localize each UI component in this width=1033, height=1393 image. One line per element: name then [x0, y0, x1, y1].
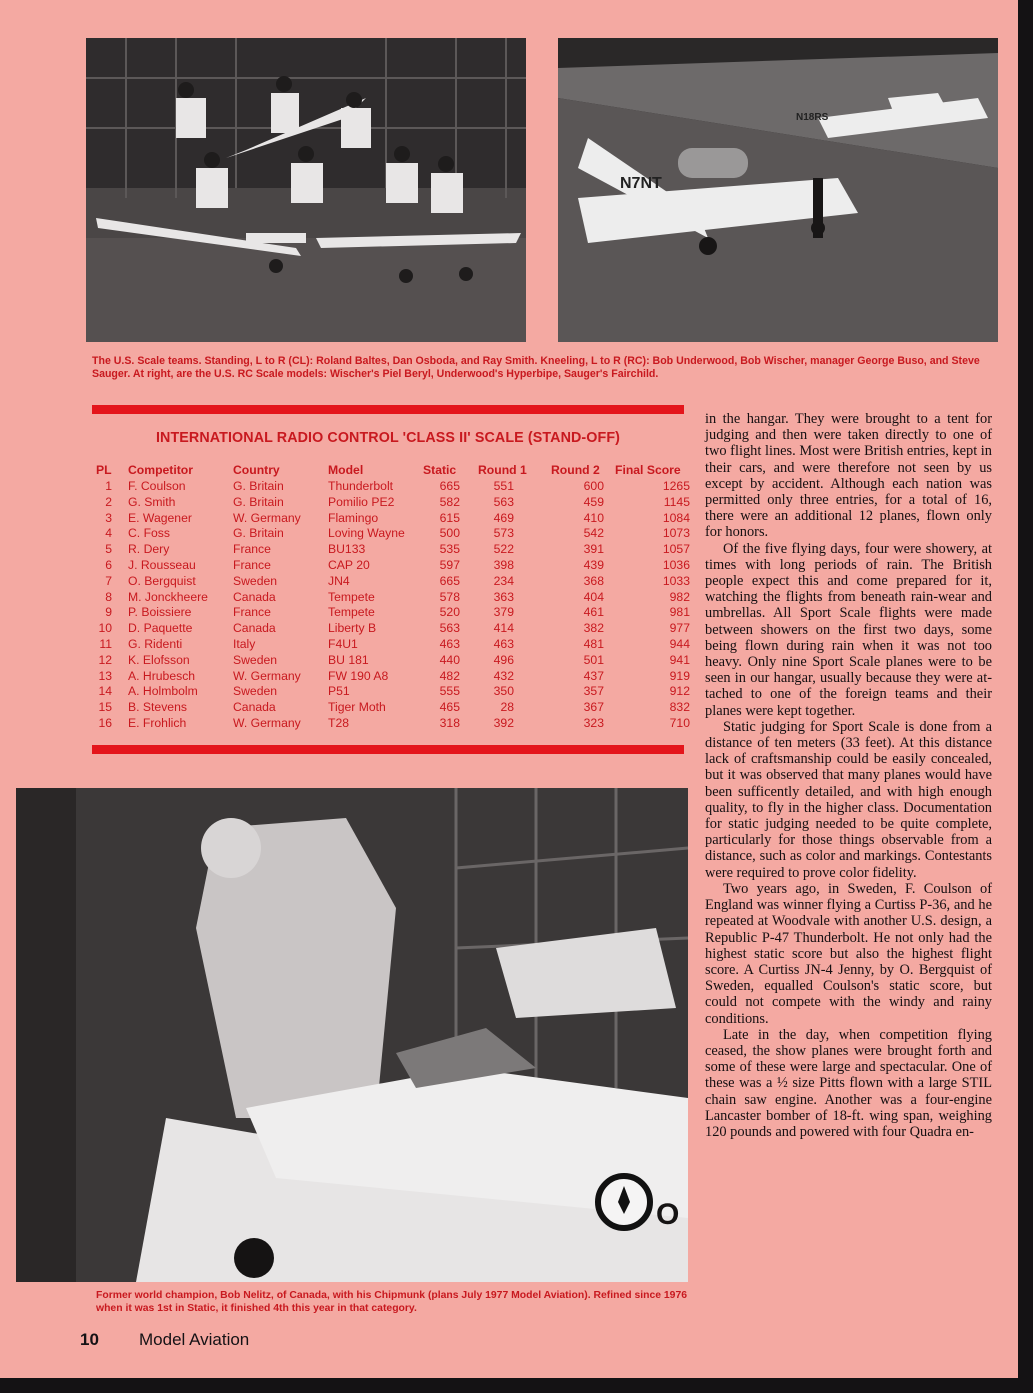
cell-round2: 437: [583, 668, 604, 683]
table-row: [92, 621, 688, 637]
table-row: [92, 495, 688, 511]
cell-round1: 496: [493, 652, 514, 667]
cell-static: 535: [439, 542, 460, 557]
cell-pl: 12: [98, 652, 112, 667]
cell-round2: 323: [583, 715, 604, 730]
cell-competitor: M. Jonckheere: [128, 589, 208, 604]
cell-model: FW 190 A8: [328, 668, 389, 683]
cell-static: 582: [439, 494, 460, 509]
cell-country: G. Britain: [233, 494, 284, 509]
table-row: [92, 526, 688, 542]
cell-static: 520: [439, 605, 460, 620]
cell-final-score: 1036: [662, 557, 690, 572]
aircraft-line-photo-icon: [558, 38, 998, 342]
cell-model: Loving Wayne: [328, 526, 405, 541]
top-photo-caption: The U.S. Scale teams. Standing, L to R (CL): Roland Baltes, Dan Osboda, and Ray Smith. Kneeling, L to R (RC): Bob Underwood, Bob Wischer, manager George Buso, and Steve Sauger. At right, are the U.S. RC Scale models: Wischer's Piel Beryl, Underwood's Hyperbipe, Sauger's Fairchild.: [92, 355, 980, 380]
bottom-photo-caption: Former world champion, Bob Nelitz, of Canada, with his Chipmunk (plans July 1977 Model Aviation). Refined since 1976 when it was 1st in Static, it finished 4th this year in that category.: [96, 1290, 688, 1314]
cell-country: G. Britain: [233, 526, 284, 541]
cell-round2: 459: [583, 494, 604, 509]
cell-pl: 7: [105, 573, 112, 588]
cell-pl: 9: [105, 605, 112, 620]
header-pl: PL: [96, 463, 112, 477]
table-row: [92, 637, 688, 653]
cell-model: Tempete: [328, 589, 375, 604]
cell-model: Tempete: [328, 605, 375, 620]
aircraft-registration-n7nt: N7NT: [620, 175, 662, 192]
cell-final-score: 977: [669, 621, 690, 636]
cell-pl: 13: [98, 668, 112, 683]
cell-round1: 463: [493, 636, 514, 651]
cell-pl: 15: [98, 700, 112, 715]
cell-model: Flamingo: [328, 510, 379, 525]
cell-country: G. Britain: [233, 479, 284, 493]
cell-model: BU 181: [328, 652, 369, 667]
cell-round1: 350: [493, 684, 514, 699]
table-bottom-rule: [92, 745, 684, 754]
cell-model: Pomilio PE2: [328, 494, 395, 509]
cell-static: 440: [439, 652, 460, 667]
cell-round2: 461: [583, 605, 604, 620]
table-row: [92, 684, 688, 700]
cell-round2: 600: [583, 479, 604, 493]
cell-round2: 501: [583, 652, 604, 667]
cell-pl: 1: [105, 479, 112, 493]
cell-round2: 439: [583, 557, 604, 572]
cell-model: Thunderbolt: [328, 479, 394, 493]
cell-country: Canada: [233, 700, 276, 715]
cell-round2: 368: [583, 573, 604, 588]
header-static: Static: [423, 463, 457, 477]
cell-round1: 379: [493, 605, 514, 620]
cell-model: P51: [328, 684, 350, 699]
cell-country: W. Germany: [233, 715, 301, 730]
cell-round2: 382: [583, 621, 604, 636]
cell-country: France: [233, 542, 271, 557]
cell-country: Sweden: [233, 652, 278, 667]
cell-competitor: D. Paquette: [128, 621, 193, 636]
cell-model: T28: [328, 715, 350, 730]
cell-final-score: 1057: [662, 542, 690, 557]
article-paragraph-4: Two years ago, in Sweden, F. Coulson of England was winner flying a Curtiss P-36, and he repeated at Woodvale with another U.S. design, a Republic P-47 Thunderbolt. He not only had the highest static score but also the highest flight score. A Curtiss JN-4 Jenny, by O. Bergquist of Sweden, equalled Coulson's static score, but could not compete with the windy and rainy conditions.: [705, 880, 992, 1027]
cell-pl: 4: [105, 526, 112, 541]
cell-competitor: B. Stevens: [128, 700, 187, 715]
cell-round1: 551: [493, 479, 514, 493]
cell-static: 318: [439, 715, 460, 730]
article-paragraph-2: Of the five flying days, four were showery, at times with long periods of rain. The British people expect this and come prepared for it, watching the flights from beneath rain-wear and umbrellas. All Sport Scale flights were made between showers on the first two days, some being flown during rain when it was not too heavy. Only nine Sport Scale planes were to be seen in our hangar, usually because they were attached to one of the foreign teams and their planes were kept together.: [705, 540, 992, 719]
cell-country: W. Germany: [233, 668, 301, 683]
chipmunk-photo-icon: [16, 788, 688, 1282]
cell-pl: 6: [105, 557, 112, 572]
cell-static: 665: [439, 573, 460, 588]
cell-round1: 234: [493, 573, 514, 588]
cell-pl: 8: [105, 589, 112, 604]
article-paragraph-1: in the hangar. They were brought to a tent for judging and then were taken directly to one of two flight lines. Most were British entries, kept in their cars, and were therefore not seen by us except by accident. Although each nation was permitted only three entries, for a total of 16, there were an additional 12 planes, flown only for honors.: [705, 411, 992, 541]
fuselage-letter: O: [656, 1198, 680, 1231]
results-table-body: [92, 479, 688, 732]
aircraft-registration-n18rs: N18RS: [796, 112, 829, 123]
results-table-title: INTERNATIONAL RADIO CONTROL 'CLASS II' SCALE (STAND-OFF): [155, 430, 621, 446]
cell-pl: 10: [98, 621, 112, 636]
cell-static: 563: [439, 621, 460, 636]
cell-country: Sweden: [233, 684, 278, 699]
cell-final-score: 832: [669, 700, 690, 715]
cell-round1: 432: [493, 668, 514, 683]
cell-country: France: [233, 605, 271, 620]
header-competitor: Competitor: [128, 463, 193, 477]
cell-final-score: 941: [669, 652, 690, 667]
cell-country: Canada: [233, 589, 276, 604]
cell-final-score: 1033: [662, 573, 690, 588]
cell-static: 665: [439, 479, 460, 493]
cell-competitor: G. Ridenti: [128, 636, 183, 651]
cell-final-score: 912: [669, 684, 690, 699]
cell-round2: 391: [583, 542, 604, 557]
cell-final-score: 981: [669, 605, 690, 620]
cell-competitor: O. Bergquist: [128, 573, 196, 588]
cell-round1: 414: [493, 621, 514, 636]
cell-competitor: E. Frohlich: [128, 715, 187, 730]
cell-round1: 392: [493, 715, 514, 730]
cell-model: Liberty B: [328, 621, 377, 636]
cell-round1: 573: [493, 526, 514, 541]
cell-competitor: F. Coulson: [128, 479, 186, 493]
cell-round1: 398: [493, 557, 514, 572]
table-row: [92, 542, 688, 558]
results-table-header: [92, 463, 688, 479]
cell-round1: 28: [500, 700, 514, 715]
header-final-score: Final Score: [615, 463, 681, 477]
cell-round2: 410: [583, 510, 604, 525]
cell-final-score: 710: [669, 715, 690, 730]
cell-country: France: [233, 557, 271, 572]
cell-pl: 11: [99, 636, 112, 651]
team-photo-icon: [86, 38, 526, 342]
table-row: [92, 590, 688, 606]
header-model: Model: [328, 463, 364, 477]
table-row: [92, 700, 688, 716]
cell-competitor: P. Boissiere: [128, 605, 192, 620]
cell-static: 555: [439, 684, 460, 699]
cell-static: 578: [439, 589, 460, 604]
cell-static: 597: [439, 557, 460, 572]
cell-pl: 14: [98, 684, 112, 699]
cell-final-score: 1073: [662, 526, 690, 541]
cell-competitor: R. Dery: [128, 542, 170, 557]
cell-static: 500: [439, 526, 460, 541]
cell-final-score: 1084: [662, 510, 690, 525]
cell-static: 463: [439, 636, 460, 651]
cell-round1: 563: [493, 494, 514, 509]
cell-pl: 3: [105, 510, 112, 525]
cell-round2: 367: [583, 700, 604, 715]
table-row: [92, 653, 688, 669]
magazine-title: Model Aviation: [139, 1330, 250, 1349]
cell-final-score: 919: [669, 668, 690, 683]
cell-pl: 2: [105, 494, 112, 509]
cell-country: Sweden: [233, 573, 278, 588]
cell-final-score: 1265: [662, 479, 690, 493]
table-row: [92, 558, 688, 574]
cell-round2: 357: [583, 684, 604, 699]
cell-competitor: C. Foss: [128, 526, 170, 541]
cell-final-score: 982: [669, 589, 690, 604]
article-paragraph-5: Late in the day, when competition flying ceased, the show planes were brought forth and some of these were large and spectacular. One of these was a ½ size Pitts flown with a large STIL chain saw engine. Another was a four-engine Lancaster bomber of 18-ft. wing span, weighing 120 pounds and powered with four Quadra en-: [705, 1026, 992, 1140]
cell-pl: 5: [105, 542, 112, 557]
cell-round1: 522: [493, 542, 514, 557]
cell-static: 482: [439, 668, 460, 683]
cell-competitor: K. Elofsson: [128, 652, 190, 667]
cell-model: F4U1: [328, 636, 358, 651]
cell-model: BU133: [328, 542, 366, 557]
cell-model: CAP 20: [328, 557, 370, 572]
cell-country: Italy: [233, 636, 256, 651]
table-row: [92, 605, 688, 621]
page-number: 10: [80, 1330, 99, 1349]
cell-round2: 481: [583, 636, 604, 651]
cell-country: Canada: [233, 621, 276, 636]
table-row: [92, 511, 688, 527]
cell-final-score: 1145: [663, 494, 690, 509]
cell-round1: 363: [493, 589, 514, 604]
cell-competitor: A. Hrubesch: [128, 668, 196, 683]
cell-round2: 542: [583, 526, 604, 541]
article-paragraph-3: Static judging for Sport Scale is done from a distance of ten meters (33 feet). At this distance lack of craftsmanship could be easily concealed, but it was observed that many planes would have been sufficently detailed, and with high enough quality, to fly in the higher class. Documentation for static judging needed to be quite complete, particularly for those things observable from a distance, such as color and markings. Contestants were required to prove color fidelity.: [705, 718, 992, 881]
cell-model: Tiger Moth: [328, 700, 386, 715]
cell-pl: 16: [98, 715, 112, 730]
header-country: Country: [233, 463, 280, 477]
cell-static: 615: [439, 510, 460, 525]
cell-competitor: J. Rousseau: [128, 557, 196, 572]
cell-round1: 469: [493, 510, 514, 525]
table-row: [92, 479, 688, 495]
cell-round2: 404: [583, 589, 604, 604]
header-round2: Round 2: [551, 463, 600, 477]
table-row: [92, 716, 688, 732]
cell-model: JN4: [328, 573, 350, 588]
cell-final-score: 944: [669, 636, 690, 651]
table-row: [92, 574, 688, 590]
cell-competitor: A. Holmbolm: [128, 684, 198, 699]
cell-country: W. Germany: [233, 510, 301, 525]
header-round1: Round 1: [478, 463, 527, 477]
cell-competitor: E. Wagener: [128, 510, 192, 525]
results-table: [92, 463, 688, 732]
cell-static: 465: [439, 700, 460, 715]
article-column: [705, 411, 992, 1140]
table-top-rule: [92, 405, 684, 414]
cell-competitor: G. Smith: [128, 494, 176, 509]
table-row: [92, 669, 688, 685]
